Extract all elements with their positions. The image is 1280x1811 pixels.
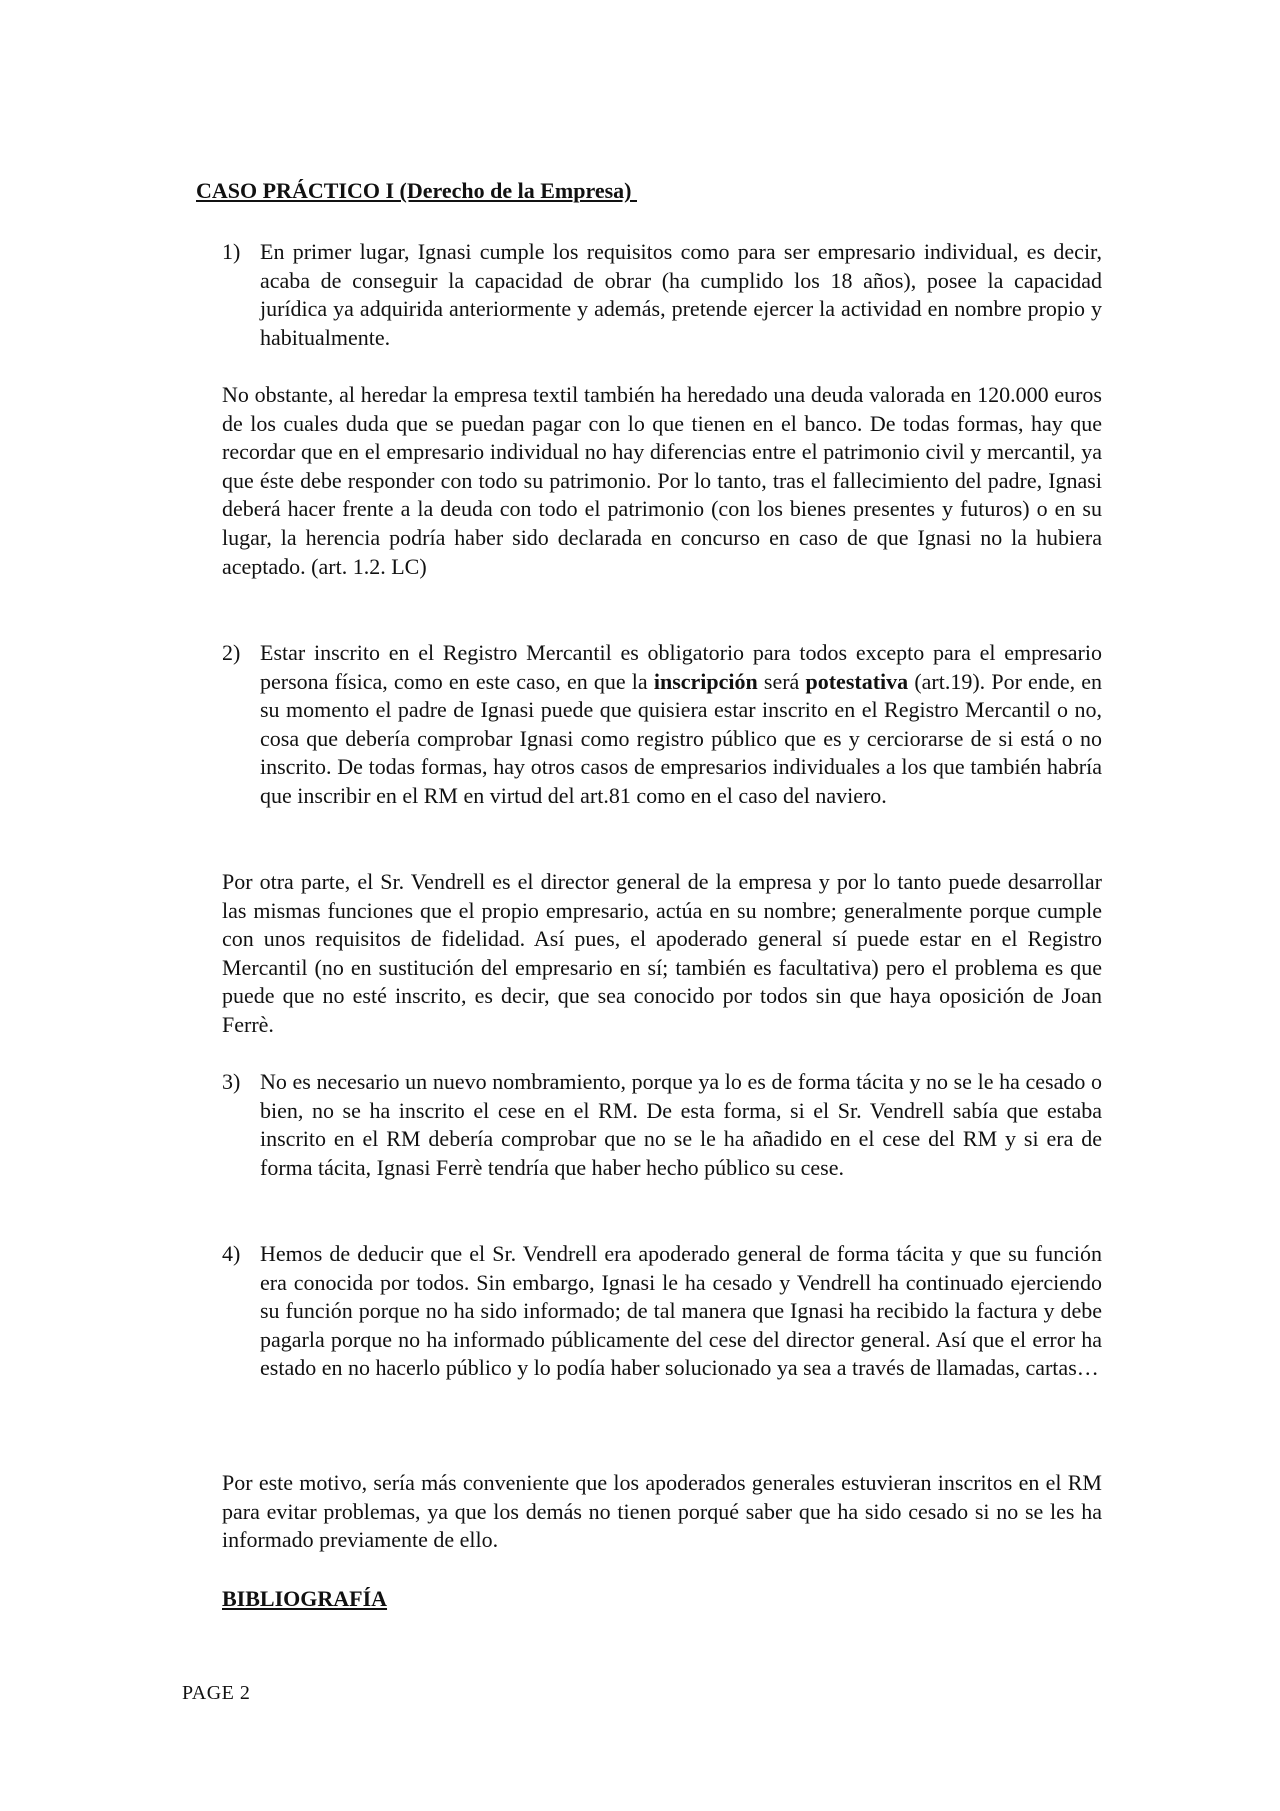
paragraph-debt: No obstante, al heredar la empresa textil también ha heredado una deuda valorada en 120.000 euros de los cuales duda que se puedan pagar con lo que tienen en el banco. De todas formas, hay que recordar que en el empresario individual no hay diferencias entre el patrimonio civil y mercantil, ya que éste debe responder con todo su patrimonio. Por lo tanto, tras el fallecimiento del padre, Ignasi deberá hacer frente a la deuda con todo el patrimonio (con los bienes presentes y futuros) o en su lugar, la herencia podría haber sido declarada en concurso en caso de que Ignasi no la hubiera aceptado. (art. 1.2. LC) [222,382,1102,579]
bold-term-inscripcion: inscripción [653,668,758,694]
item-text-part: Estar inscrito en el Registro Mercantil es obligatorio para todos excepto para el empresario persona física, como en este caso, en que la [260,640,1102,694]
item-number: 4) [222,1241,241,1266]
item-text: No es necesario un nuevo nombramiento, porque ya lo es de forma tácita y no se le ha cesado o bien, no se ha inscrito el cese en el RM. De esta forma, si el Sr. Vendrell sabía que estaba inscrito en el RM debería comprobar que no se le ha añadido en el cese del RM y si era de forma tácita, Ignasi Ferrè tendría que haber hecho público su cese. [260,1069,1102,1180]
item-text: Hemos de deducir que el Sr. Vendrell era apoderado general de forma tácita y que su función era conocida por todos. Sin embargo, Ignasi le ha cesado y Vendrell ha continuado ejerciendo su función porque no ha sido informado; de tal manera que Ignasi ha recibido la factura y debe pagarla porque no ha informado públicamente del cese del director general. Así que el error ha estado en no hacerlo público y lo podía haber solucionado ya sea a través de llamadas, cartas… [260,1241,1102,1381]
item-text-part: será [757,668,806,694]
item-text [260,639,1102,811]
paragraph-conclusion: Por este motivo, sería más conveniente que los apoderados generales estuvieran inscritos en el RM para evitar problemas, ya que los demás no tienen porqué saber que ha sido cesado si no se les ha informado previamente de ello. [222,1470,1102,1553]
bibliography-heading: BIBLIOGRAFÍA [222,1586,388,1611]
item-number: 1) [222,239,241,264]
item-number: 2) [222,640,241,665]
paragraph-vendrell: Por otra parte, el Sr. Vendrell es el director general de la empresa y por lo tanto puede desarrollar las mismas funciones que el propio empresario, actúa en su nombre; generalmente porque cumple con unos requisitos de fidelidad. Así pues, el apoderado general sí puede estar en el Registro Mercantil (no en sustitución del empresario en sí; también es facultativa) pero el problema es que puede que no esté inscrito, es decir, que sea conocido por todos sin que haya oposición de Joan Ferrè. [222,869,1102,1037]
page-number-footer: PAGE 2 [182,1682,251,1704]
item-number: 3) [222,1069,241,1094]
bold-term-potestativa: potestativa [805,668,909,694]
item-text-part: (art.19). Por ende, en su momento el padre de Ignasi puede que quisiera estar inscrito en el Registro Mercantil o no, cosa que debería comprobar Ignasi como registro público que es y cerciorarse de si está o no inscrito. De todas formas, hay otros casos de empresarios individuales a los que también habría que inscribir en el RM en virtud del art.81 como en el caso del naviero. [260,668,1103,808]
document-title: CASO PRÁCTICO I (Derecho de la Empresa) [196,178,637,203]
item-text: En primer lugar, Ignasi cumple los requisitos como para ser empresario individual, es decir, acaba de conseguir la capacidad de obrar (ha cumplido los 18 años), posee la capacidad jurídica ya adquirida anteriormente y además, pretende ejercer la actividad en nombre propio y habitualmente. [260,239,1102,350]
